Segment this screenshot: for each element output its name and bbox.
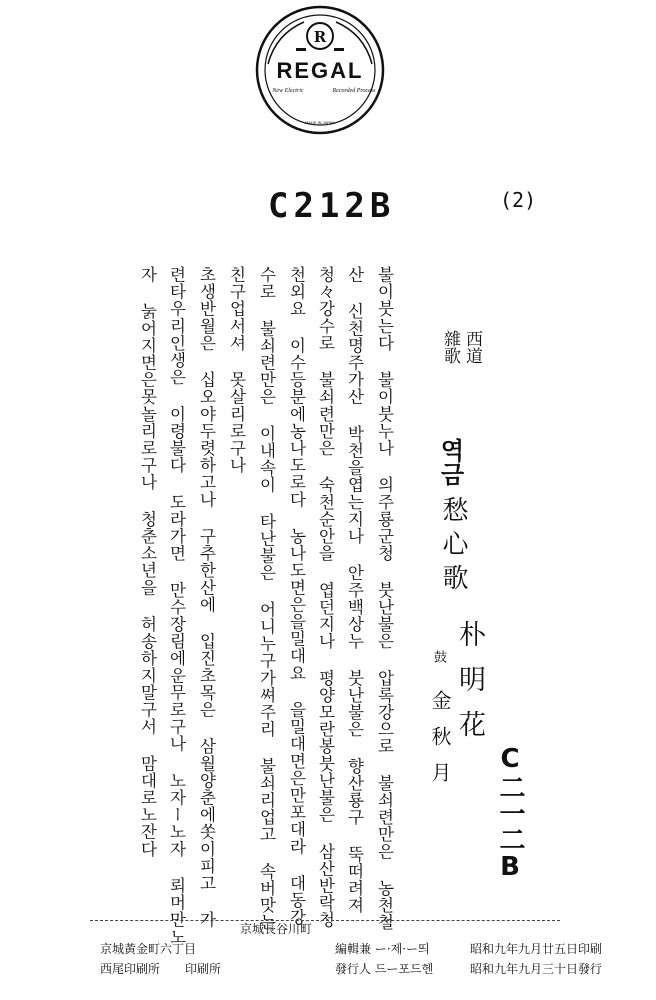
lyric-line-3: 청々강수로 불쇠련만은 숙천순안을 엽던지나 평양모란봉붓난불은 삼산반락청 (316, 266, 335, 929)
accompaniment-label: 鼓 (431, 650, 446, 663)
logo-left-text: New Electric (272, 88, 304, 94)
lyric-line-1: 불이붓는다 불이붓누나 의주룡군청 붓난불은 압록강으로 불쇠련만은 농천철 (375, 266, 394, 931)
accompaniment-name: 金秋月 (428, 690, 452, 798)
catalog-number: C212B (268, 186, 396, 226)
colophon-divider (90, 920, 560, 922)
colophon-printshop-name: 西尾印刷所 (100, 962, 161, 976)
logo-right-text: Recorded Process (332, 88, 376, 94)
title-hanja: 愁心歌 (438, 496, 468, 598)
colophon-printshop-label: 印刷所 (185, 962, 222, 976)
genre-line-2: 雜歌 (440, 330, 460, 364)
regal-logo (254, 4, 386, 136)
logo-bottom-text: MADE IN JAPAN (304, 120, 336, 125)
lyric-line-4: 천외요 이수등분에농나도로다 농나도면은을밀대요 을밀대면은만포대라 대동강 (287, 266, 306, 926)
colophon-print-date: 昭和九年九月廿五日印刷 (470, 942, 603, 956)
svg-text:R: R (313, 28, 327, 46)
colophon-address: 京城長谷川町 (240, 922, 313, 936)
lyric-line-7: 초생반월은 십오야두렷하고나 구추한산에 입진초목은 삼월양춘에쏫이피고 가 (197, 266, 216, 929)
colophon-publish-date: 昭和九年九月三十日發行 (470, 962, 603, 976)
side-number: (2) (500, 188, 537, 212)
catalog-number-vertical: C二一二B (495, 744, 525, 882)
lyric-line-5: 수로 불쇠련만은 이내속이 타난불은 어니누구가쎠주리 불쇠리업고 속버맛는 (257, 266, 276, 931)
lyric-line-9: 자 눍어지면은못놀리로구나 청춘소년을 허송하지말구서 맘대로노잔다 (138, 266, 157, 858)
lyric-line-8: 련타우리인생은 이령불다 도라가면 만수장림에운무로구나 노자ー노자 뢰머만노 (167, 266, 186, 946)
title-korean: 역금 (436, 438, 464, 486)
colophon-printshop-address: 京城黃金町六丁目 (100, 942, 197, 956)
colophon-publisher: 發行人 드ー포드헨 (335, 962, 434, 976)
genre-line-1: 西道 (462, 330, 482, 364)
lyric-line-2: 산 신천명주가산 박천을엽는지나 안주백상누 붓난불은 향산룡구 뚝떠려져 (345, 266, 364, 914)
logo-brand: REGAL (276, 58, 364, 83)
colophon-editor: 編輯兼 ー·제·ー띄 (335, 942, 430, 956)
lyric-line-6: 친구업서셔 못살리로구나 (227, 266, 246, 474)
singer-name: 朴明花 (454, 620, 485, 755)
